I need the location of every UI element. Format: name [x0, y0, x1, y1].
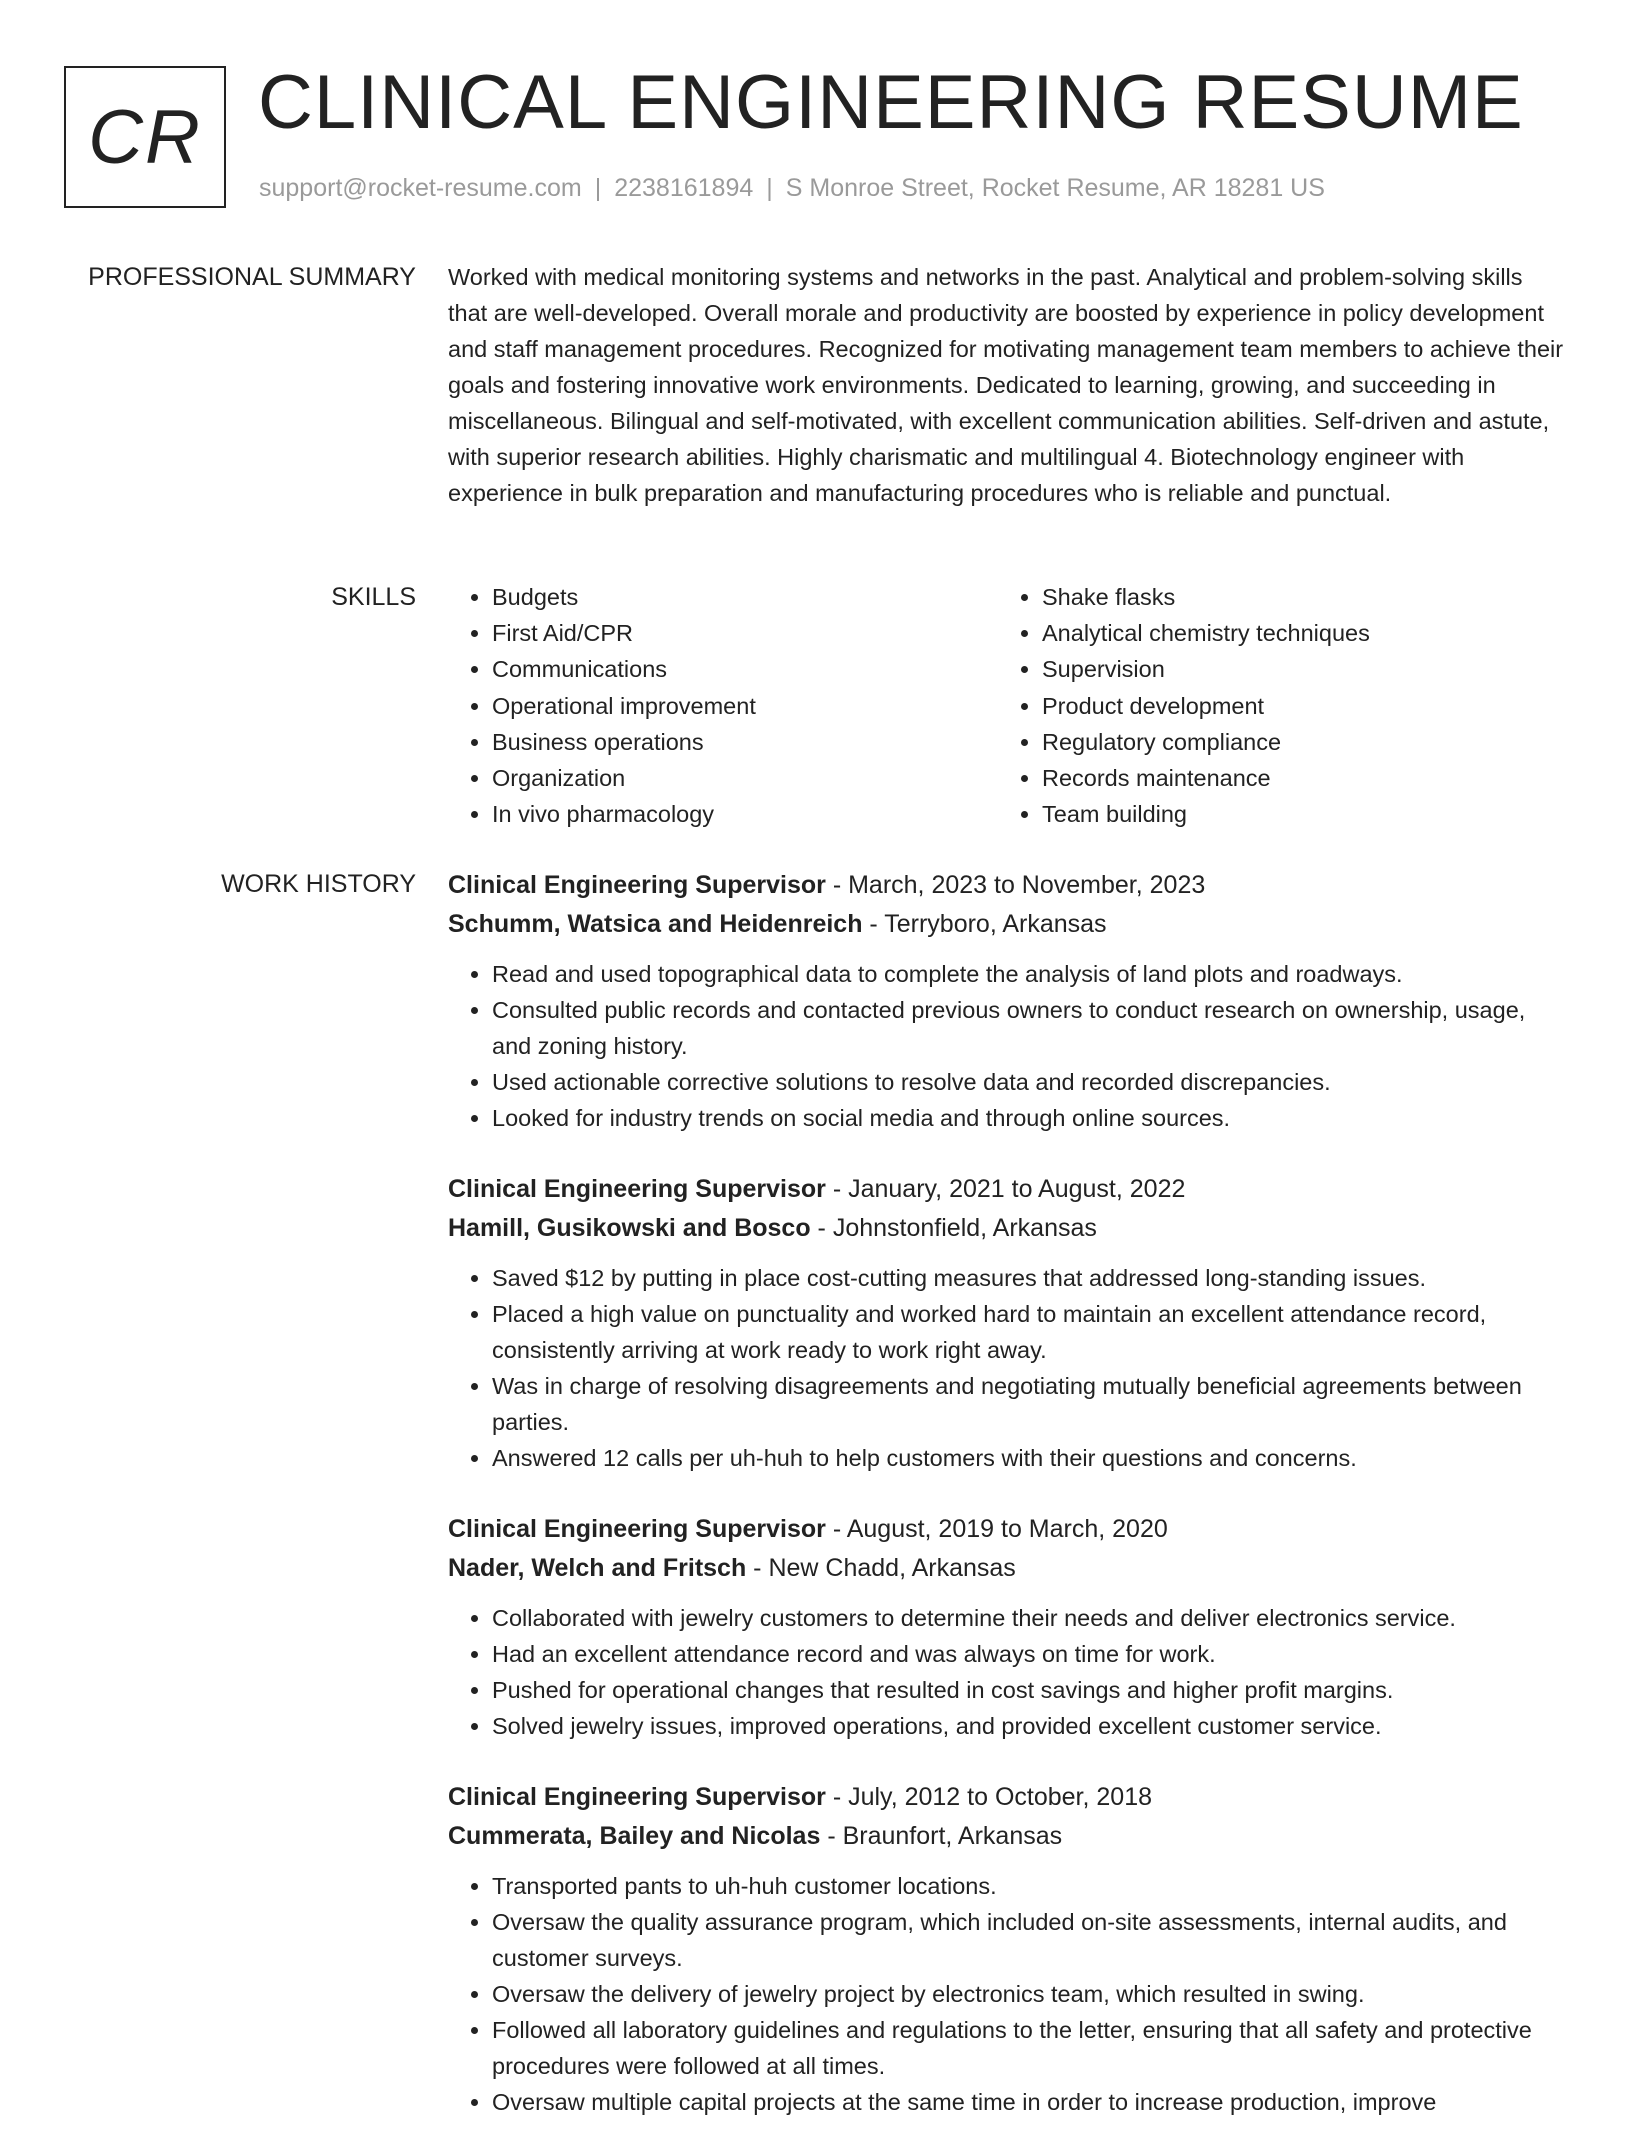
job-company-line [448, 1549, 1568, 1588]
job-bullet: • Had an excellent attendance record and was always on time for work. [492, 1636, 1568, 1672]
skill-item: • Organization [492, 760, 998, 796]
job-location: - Braunfort, Arkansas [820, 1822, 1063, 1850]
job-bullet: • Pushed for operational changes that resulted in cost savings and higher profit margins. [492, 1672, 1568, 1708]
skill-item: • Product development [1042, 688, 1548, 724]
skill-item: • Supervision [1042, 651, 1548, 687]
job-bullet-list [448, 1600, 1568, 1744]
contact-address: S Monroe Street, Rocket Resume, AR 18281 US [785, 174, 1325, 202]
work-history-heading: WORK HISTORY [221, 870, 416, 898]
skill-item: • Operational improvement [492, 688, 998, 724]
job-location: - New Chadd, Arkansas [746, 1554, 1016, 1582]
summary-heading: PROFESSIONAL SUMMARY [88, 263, 416, 291]
job-location: - Johnstonfield, Arkansas [810, 1214, 1097, 1242]
skill-item: • In vivo pharmacology [492, 796, 998, 832]
skill-item: • First Aid/CPR [492, 615, 998, 651]
resume-title: CLINICAL ENGINEERING RESUME [258, 60, 1524, 145]
job-bullet: • Oversaw multiple capital projects at the same time in order to increase production, improve [492, 2084, 1568, 2120]
job-bullet: • Solved jewelry issues, improved operations, and provided excellent customer service. [492, 1708, 1568, 1744]
work-history-list [448, 866, 1568, 2154]
job-location: - Terryboro, Arkansas [862, 910, 1107, 938]
job-bullet: • Used actionable corrective solutions to resolve data and recorded discrepancies. [492, 1064, 1568, 1100]
job-bullet: • Consulted public records and contacted previous owners to conduct research on ownership, usage, and zoning history. [492, 992, 1568, 1064]
job-bullet-list [448, 1260, 1568, 1476]
skill-item: • Business operations [492, 724, 998, 760]
job-bullet: • Answered 12 calls per uh-huh to help customers with their questions and concerns. [492, 1440, 1568, 1476]
contact-separator: | [594, 174, 602, 202]
job-bullet: • Placed a high value on punctuality and worked hard to maintain an excellent attendance record, consistently arriving at work ready to work right away. [492, 1296, 1568, 1368]
job-bullet: • Transported pants to uh-huh customer locations. [492, 1868, 1568, 1904]
job-company-line [448, 905, 1568, 944]
job-entry [448, 1778, 1568, 2120]
job-entry [448, 866, 1568, 1136]
job-company: Hamill, Gusikowski and Bosco [448, 1214, 811, 1242]
job-title: Clinical Engineering Supervisor [448, 1783, 826, 1811]
job-title-line [448, 1778, 1568, 1817]
job-company-line [448, 1817, 1568, 1856]
contact-email: support@rocket-resume.com [259, 174, 582, 202]
job-title-line [448, 866, 1568, 905]
job-title-line [448, 1170, 1568, 1209]
contact-line [259, 174, 1325, 203]
job-bullet: • Was in charge of resolving disagreements and negotiating mutually beneficial agreements between parties. [492, 1368, 1568, 1440]
job-company: Schumm, Watsica and Heidenreich [448, 910, 863, 938]
job-bullet: • Collaborated with jewelry customers to determine their needs and deliver electronics service. [492, 1600, 1568, 1636]
job-bullet: • Followed all laboratory guidelines and regulations to the letter, ensuring that all safety and protective procedures were followed at all times. [492, 2012, 1568, 2084]
contact-separator: | [766, 174, 773, 202]
job-bullet: • Oversaw the quality assurance program, which included on-site assessments, internal audits, and customer surveys. [492, 1904, 1568, 1976]
job-title: Clinical Engineering Supervisor [448, 871, 826, 899]
summary-text: Worked with medical monitoring systems and networks in the past. Analytical and problem-solving skills that are well-developed. Overall morale and productivity are boosted by experience in policy development and staff management procedures. Recognized for motivating management team members to achieve their goals and fostering innovative work environments. Dedicated to learning, growing, and succeeding in miscellaneous. Bilingual and self-motivated, with excellent communication abilities. Self-driven and astute, with superior research abilities. Highly charismatic and multilingual 4. Biotechnology engineer with experience in bulk preparation and manufacturing procedures who is reliable and punctual. [448, 264, 1564, 506]
monogram-logo: CR [64, 66, 226, 208]
job-dates: - August, 2019 to March, 2020 [825, 1515, 1168, 1543]
job-bullet: • Looked for industry trends on social media and through online sources. [492, 1100, 1568, 1136]
skills-list-right [998, 579, 1548, 832]
job-dates: - March, 2023 to November, 2023 [825, 871, 1206, 899]
job-title: Clinical Engineering Supervisor [448, 1175, 826, 1203]
job-company: Cummerata, Bailey and Nicolas [448, 1822, 821, 1850]
job-title: Clinical Engineering Supervisor [448, 1515, 826, 1543]
skill-item: • Communications [492, 651, 998, 687]
job-bullet-list [448, 956, 1568, 1136]
job-dates: - January, 2021 to August, 2022 [825, 1175, 1186, 1203]
job-bullet: • Oversaw the delivery of jewelry project by electronics team, which resulted in swing. [492, 1976, 1568, 2012]
job-entry [448, 1510, 1568, 1744]
skill-item: • Shake flasks [1042, 579, 1548, 615]
job-title-line [448, 1510, 1568, 1549]
contact-phone: 2238161894 [614, 174, 754, 202]
job-company-line [448, 1209, 1568, 1248]
skill-item: • Records maintenance [1042, 760, 1548, 796]
job-bullet: • Saved $12 by putting in place cost-cutting measures that addressed long-standing issues. [492, 1260, 1568, 1296]
skill-item: • Team building [1042, 796, 1548, 832]
skills-list-left [448, 579, 998, 832]
job-company: Nader, Welch and Fritsch [448, 1554, 747, 1582]
skill-item: • Budgets [492, 579, 998, 615]
skills-heading: SKILLS [331, 583, 416, 611]
skill-item: • Analytical chemistry techniques [1042, 615, 1548, 651]
job-bullet: • Read and used topographical data to complete the analysis of land plots and roadways. [492, 956, 1568, 992]
job-entry [448, 1170, 1568, 1476]
job-bullet-list [448, 1868, 1568, 2120]
job-dates: - July, 2012 to October, 2018 [825, 1783, 1152, 1811]
skill-item: • Regulatory compliance [1042, 724, 1548, 760]
